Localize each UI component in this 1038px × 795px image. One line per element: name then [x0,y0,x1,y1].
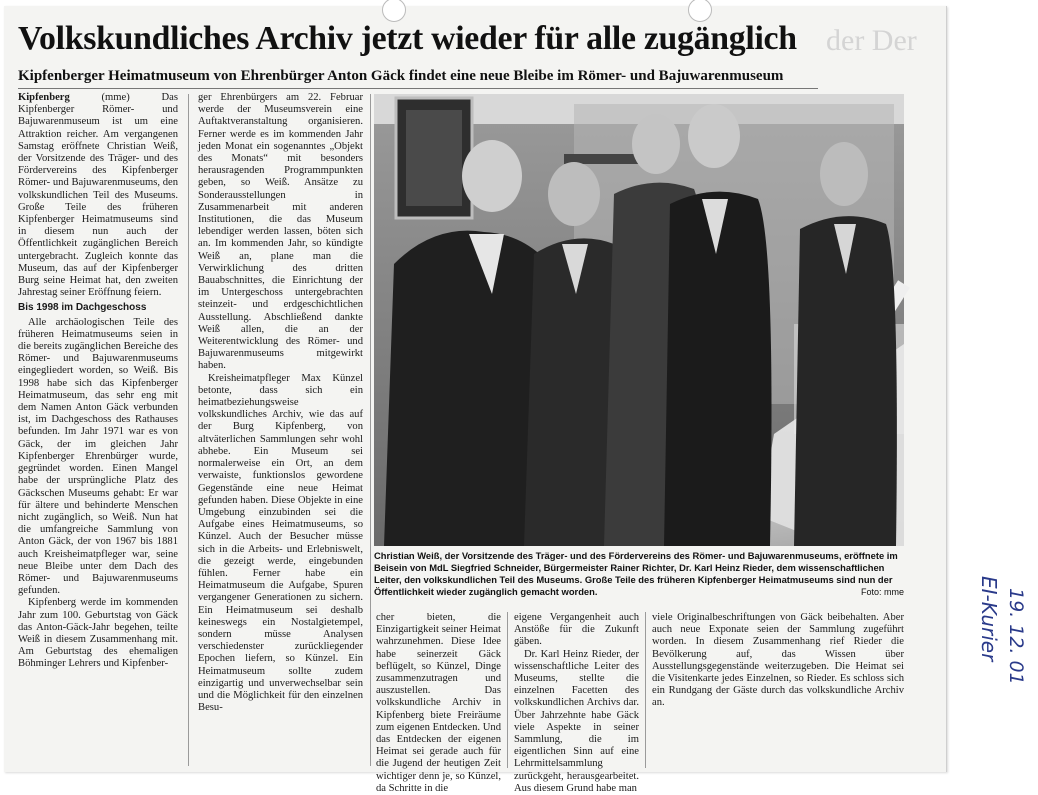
paragraph: cher bieten, die Einzigartigkeit seiner Heimat wahrzunehmen. Diese Idee habe seinerzeit Gäck beflügelt, so Künzel, Dinge zusammenzutragen und auszustellen. Das volkskundliche Archiv in Kipfenberg biete Freiräume zum eigenen Entdecken. Und das Entdecken der eigenen Heimat sei gerade auch für die Jugend der heutigen Zeit wichtiger denn je, so Künzel, da Schritte in die [376,612,501,794]
newspaper-clipping [4,6,947,794]
handwritten-source-note [948,570,1038,700]
museum-opening-photo [374,94,904,546]
column-divider [507,612,508,768]
text-column-1 [18,92,178,772]
adjacent-article-headline: der Der [826,24,917,57]
handwriting [948,570,1038,700]
photo-credit: Foto: mme [860,587,904,597]
lead-text: (mme) Das Kipfenberger Römer- und Bajuwarenmuseum ist um eine Attraktion reicher. Am vergangenen Samstag eröffnete Christian Weiß, der Vorsitzende des Träger- und des Fördervereins des Kipfenberger Römer- und Bajuwarenmuseums, den volkskundlichen Teil des Museums. Große Teile des früheren Kipfenberger Heimatmuseums sind in diesem nun auch der Öffentlichkeit zugänglichen Bereich untergebracht. Zugleich konnte das Museum, das auf der Kipfenberger Burg seine Heimat hat, den zweiten Jahrestag seiner Eröffnung feiern. [18,92,178,299]
text-column-2 [198,92,363,772]
subheadline: Kipfenberger Heimatmuseum von Ehrenbürger Anton Gäck findet eine neue Bleibe im Römer- und Bajuwarenmuseum [18,68,784,84]
photo-caption [374,550,904,598]
source-name: EI-Kurier [977,576,1001,662]
punch-hole [688,0,712,22]
column-divider [188,94,189,766]
event-photo [374,94,904,546]
dateline: Kipfenberg [18,92,70,103]
paragraph: Kipfenberg werde im kommenden Jahr zum 100. Geburtstag von Gäck das Anton-Gäck-Jahr begehen, teilte Weiß in diesem Zusammenhang mit. Am Geburtstag des ehemaligen Böhminger Lehrers und Kipfenber- [18,597,178,670]
column-divider [370,94,371,766]
punch-hole [382,0,406,22]
subheading: Bis 1998 im Dachgeschoss [18,302,147,314]
text-column-4 [514,612,639,794]
paragraph: Kreisheimatpfleger Max Künzel betonte, dass sich ein heimatbeziehungsweise volkskundliches Archiv, wie das auf der Burg Kipfenberg, von altväterlichen Sammlungen sehr wohl abhebe. Ein Museum sei normalerweise ein Ort, an dem verwaiste, funktionslos gewordene Gegenstände eine neue Heimat gefunden haben. Diese Objekte in eine Umgebung einzubinden sei die Aufgabe eines Heimatmuseums, so Künzel. Auch der Besucher müsse sich in die Arbeits- und Erlebniswelt, die gezeigt werde, eingebunden fühlen. Ferner habe ein Heimatmuseum die Aufgabe, Spuren vergangener Generationen zu sichern. Ein Heimatmuseum sei deshalb keineswegs ein Nostalgietempel, sondern müsse Analysen verschiedenster zurückliegender Epochen liefern, so Künzel. Ein Heimatmuseum sollte zudem einzigartig und unverwechselbar sein und die Möglichkeit für den einzelnen Besu- [198,372,363,714]
headline-rule [18,88,818,89]
paragraph: eigene Vergangenheit auch Anstöße für die Zukunft gäben. [514,612,639,648]
paragraph: Alle archäologischen Teile des früheren Heimatmuseums seien in die bereits zugänglichen Bereiche des Römer- und Bajuwarenmuseums eingegliedert worden, so Weiß. Bis 1998 habe sich das Kipfenberger Heimatmuseum, das sehr eng mit dem Namen Anton Gäck verbunden ist, im Dachgeschoss des Rathauses befunden. Im Jahr 1971 war es von Gäck, der im gleichen Jahr Kipfenberger Ehrenbürger wurde, gegründet worden. Einen Mangel habe der ursprüngliche Platz des Gäckschen Museums gehabt: Er war für ältere und behinderte Menschen nicht zugänglich, so Weiß. Nun hat die umfangreiche Sammlung von Anton Gäck, der von 1967 bis 1881 auch Kreisheimatpfleger war, seine neue Bleibe unter dem Dach des Römer- und Bajuwarenmuseums gefunden. [18,316,179,597]
text-column-5 [652,612,904,772]
column-divider [645,612,646,768]
lead-paragraph [18,92,178,299]
caption-text: Christian Weiß, der Vorsitzende des Träger- und des Fördervereins des Römer- und Bajuwarenmuseums, eröffnete im Beisein von MdL Siegfried Schneider, Bürgermeister Rainer Richter, Dr. Karl Heinz Rieder, dem wissenschaftlichen Leiter, den volkskundlichen Teil des Museums. Große Teile des früheren Kipfenberger Heimatmuseums sind nun der Öffentlichkeit wieder zugänglich gemacht worden. [374,550,898,597]
paragraph: ger Ehrenbürgers am 22. Februar werde der Museumsverein eine Auftaktveranstaltung organisieren. Ferner werde es im kommenden Jahr jeden Monat ein sogenanntes „Objekt des Monats“ mit besonders herausragenden Programmpunkten geben, so Weiß. Ansätze zu Sonderausstellungen in Zusammenarbeit mit anderen Institutionen, die das Museum lebendiger werden lassen, böten sich an. Im kommenden Jahr, so kündigte Weiß an, plane man die Verwirklichung des dritten Bauabschnittes, die Einrichtung der im Untergeschoss untergebrachten steinzeit- und erdgeschichtlichen Ausstellung. Abschließend dankte Weiß allen, die an der Weiterentwicklung des Römer- und Bajuwarenmuseums mitgewirkt haben. [198,92,363,372]
paragraph: viele Originalbeschriftungen von Gäck beibehalten. Aber auch neue Exponate seien der Sammlung zugeführt worden. In diesem Zusammenhang rief Rieder die Bevölkerung auf, das Wissen über Ausstellungsgegenstände weiterzugeben. Die Heimat sei die Visitenkarte jedes Einzelnen, so Rieder. Es schloss sich ein Rundgang der Gäste durch das volkskundliche Archiv an. [652,612,904,709]
source-date: 19. 12. 01 [1005,588,1027,685]
text-column-3 [376,612,501,794]
headline: Volkskundliches Archiv jetzt wieder für alle zugänglich [18,20,797,57]
paragraph: Dr. Karl Heinz Rieder, der wissenschaftliche Leiter des Museums, stellte die einzelnen Facetten des volkskundlichen Archivs dar. Über Jahrzehnte habe Gäck viele Aspekte in seiner Sammlung, die im eigentlichen Sinn auf eine Lehrmittelsammlung zurückgeht, herausgearbeitet. Aus diesem Grund habe man [514,648,639,794]
